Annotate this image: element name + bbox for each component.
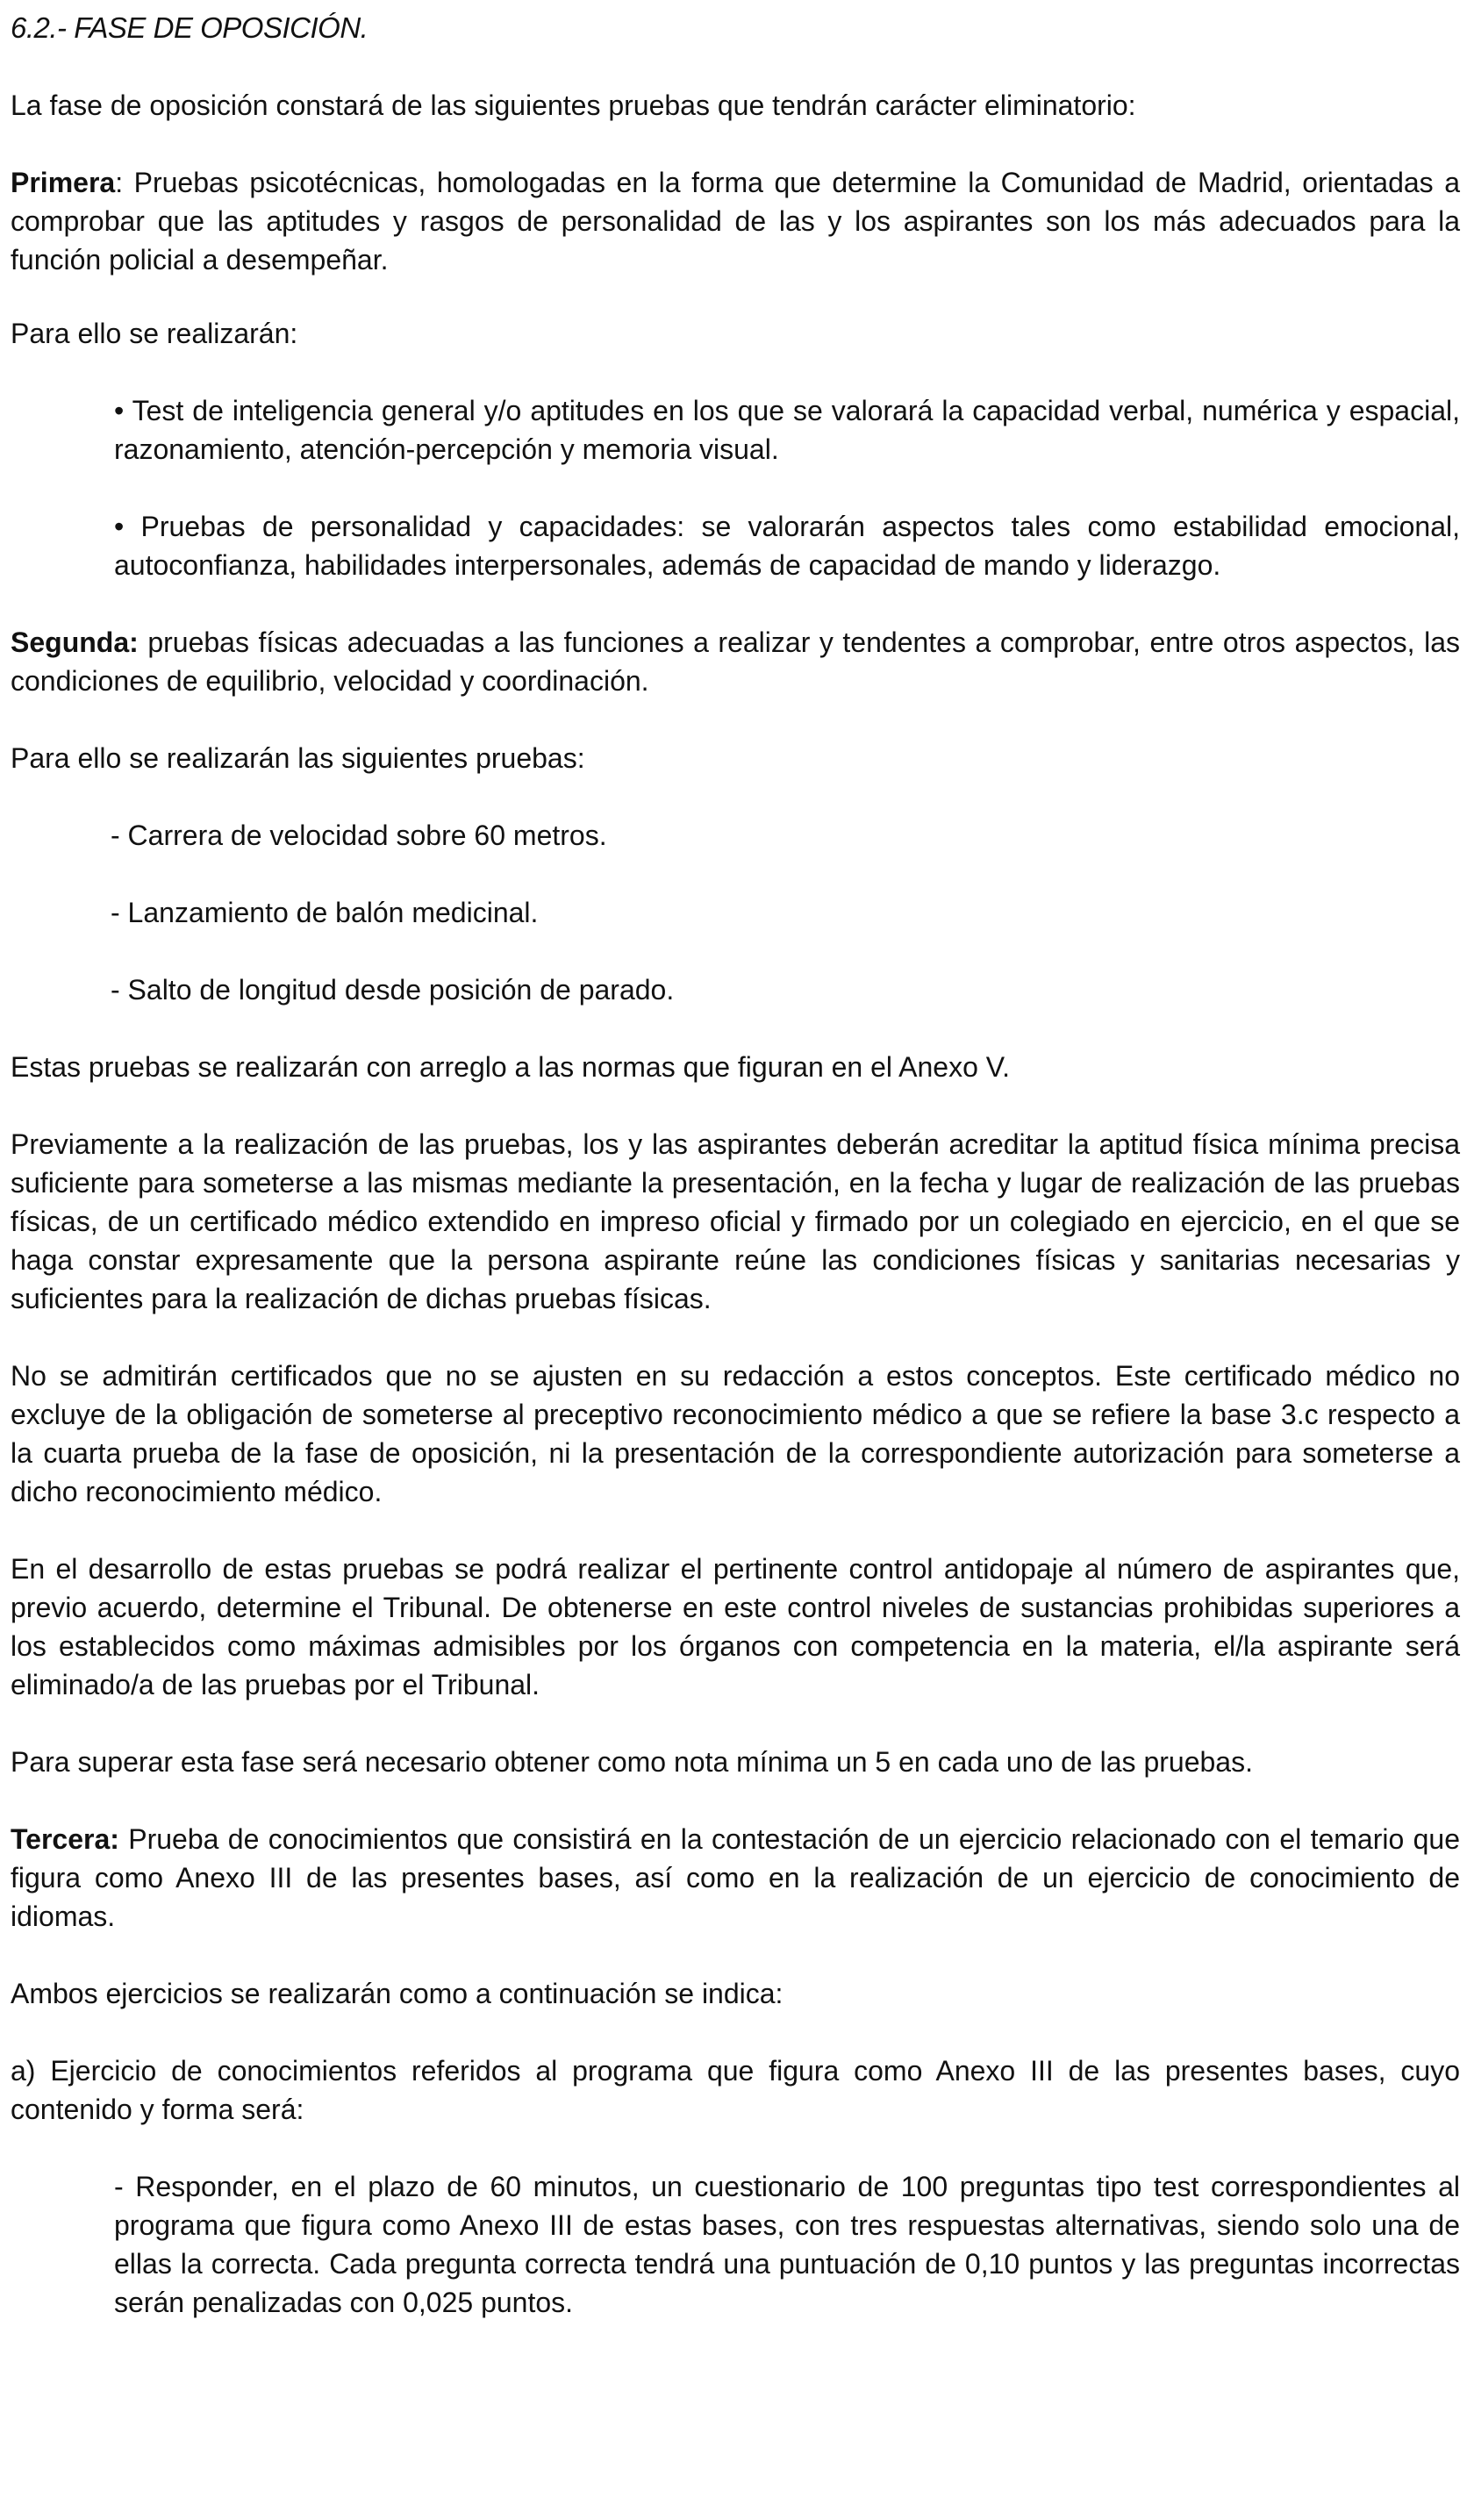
bullet-item-personality: • Pruebas de personalidad y capacidades: se valorarán aspectos tales como estabilidad emocional, autoconfianza, habilidades interpersonales, además de capacidad de mando y liderazgo. [114,511,1460,581]
tercera-text: Prueba de conocimientos que consistirá en la contestación de un ejercicio relacionado con el temario que figura como Anexo III de las presentes bases, así como en la realización de un ejercicio de conocimiento de idiomas. [11,1823,1460,1932]
physical-test-item: - Lanzamiento de balón medicinal. [111,897,539,928]
responder-paragraph: - Responder, en el plazo de 60 minutos, un cuestionario de 100 preguntas tipo test correspondientes al programa que figura como Anexo III de estas bases, con tres respuestas alternativas, siendo solo una de ellas la correcta. Cada pregunta correcta tendrá una puntuación de 0,10 puntos y las preguntas incorrectas serán penalizadas con 0,025 puntos. [114,2171,1460,2318]
segunda-text: pruebas físicas adecuadas a las funciones a realizar y tendentes a comprobar, entre otros aspectos, las condiciones de equilibrio, velocidad y coordinación. [11,626,1460,697]
certificado-paragraph: Previamente a la realización de las pruebas, los y las aspirantes deberán acreditar la aptitud física mínima precisa suficiente para someterse a las mismas mediante la presentación, en la fecha y lugar de realización de las pruebas físicas, de un certificado médico extendido en impreso oficial y firmado por un colegiado en ejercicio, en el que se haga constar expresamente que la persona aspirante reúne las condiciones físicas y sanitarias necesarias y suficientes para la realización de dichas pruebas físicas. [11,1128,1460,1314]
primera-text: : Pruebas psicotécnicas, homologadas en la forma que determine la Comunidad de Madrid, orientadas a comprobar que las aptitudes y rasgos de personalidad de las y los aspirantes son los más adecuados para la función policial a desempeñar. [11,167,1460,276]
physical-test-item: - Salto de longitud desde posición de parado. [111,974,675,1006]
segunda-paragraph [11,623,1460,700]
segunda-label: Segunda: [11,626,139,658]
anexo-v-paragraph: Estas pruebas se realizarán con arreglo a las normas que figuran en el Anexo V. [11,1051,1011,1083]
para-ello-pruebas-paragraph: Para ello se realizarán las siguientes pruebas: [11,742,585,774]
document-page [11,9,1460,2322]
antidopaje-paragraph: En el desarrollo de estas pruebas se podrá realizar el pertinente control antidopaje al número de aspirantes que, previo acuerdo, determine el Tribunal. De obtenerse en este control niveles de sustancias prohibidas superiores a los establecidos como máximas admisibles por los órganos con competencia en la materia, el/la aspirante será eliminado/a de las pruebas por el Tribunal. [11,1553,1460,1700]
primera-label: Primera [11,167,116,198]
physical-test-item: - Carrera de velocidad sobre 60 metros. [111,820,607,851]
no-admitiran-paragraph: No se admitirán certificados que no se ajusten en su redacción a estos conceptos. Este certificado médico no excluye de la obligación de someterse al preceptivo reconocimiento médico a que se refiere la base 3.c respecto a la cuarta prueba de la fase de oposición, ni la presentación de la correspondiente autorización para someterse a dicho reconocimiento médico. [11,1360,1460,1507]
primera-paragraph [11,163,1460,279]
bullet-item-intelligence: • Test de inteligencia general y/o aptitudes en los que se valorará la capacidad verbal, numérica y espacial, razonamiento, atención-percepción y memoria visual. [114,395,1460,465]
intro-paragraph: La fase de oposición constará de las siguientes pruebas que tendrán carácter eliminatorio: [11,89,1136,121]
nota-minima-paragraph: Para superar esta fase será necesario obtener como nota mínima un 5 en cada uno de las pruebas. [11,1746,1253,1778]
tercera-label: Tercera: [11,1823,119,1855]
tercera-paragraph [11,1820,1460,1936]
para-ello-paragraph: Para ello se realizarán: [11,318,298,349]
ambos-paragraph: Ambos ejercicios se realizarán como a continuación se indica: [11,1978,784,2009]
section-heading: 6.2.- FASE DE OPOSICIÓN. [11,11,368,44]
item-a-paragraph: a) Ejercicio de conocimientos referidos al programa que figura como Anexo III de las presentes bases, cuyo contenido y forma será: [11,2055,1460,2125]
